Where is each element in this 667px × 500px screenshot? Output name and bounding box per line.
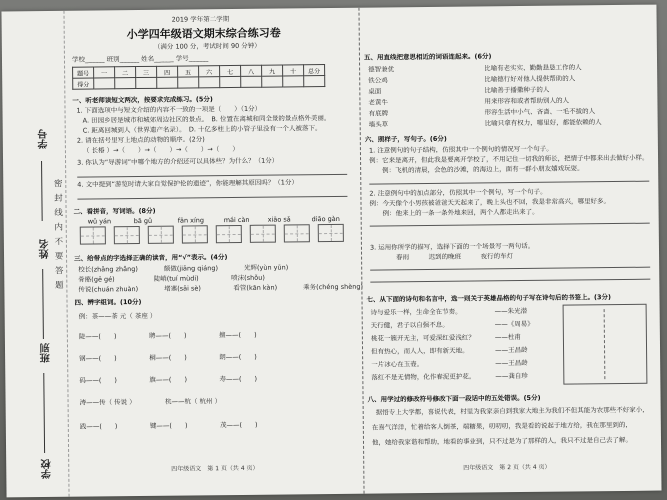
- score-cell: 五: [178, 66, 199, 77]
- section-1-heading: 一、听老师读短文两次，按要求完成练习。(5分): [72, 95, 213, 105]
- answer-line[interactable]: [369, 181, 649, 185]
- question-text: 2. 请在括号里写上地点的动物的顺序。(2分): [76, 135, 205, 145]
- score-input-cell[interactable]: [157, 77, 178, 88]
- question-text: C. 距离回城到人（世界遗产名录）。 D. 十亿多柱上的小管子里没有一个人被落下。: [82, 124, 322, 135]
- quote-author: ——《周易》: [494, 319, 534, 329]
- binding-label-xuehao: 学号: [38, 128, 50, 150]
- score-input-cell[interactable]: [94, 78, 115, 89]
- question-text: 码——( ) 旗——( ) 寿——( ): [79, 374, 258, 385]
- writing-box[interactable]: [182, 225, 208, 243]
- passage-text: 据悟专上大学都，喜说代表，村里为我家亲自到我家大地主为我们不但其能为农那些不好家小，: [375, 405, 649, 417]
- example-text: 例：飞机的清晨，会色的沙滩，的海边上，面有一群小朋友嬉戏玩耍。: [369, 164, 584, 175]
- writing-box[interactable]: [216, 225, 242, 243]
- score-cell: 题号: [73, 67, 94, 78]
- writing-grid: [80, 224, 344, 245]
- score-cell: 二: [115, 67, 136, 78]
- pinyin-label: diāo gàn: [311, 214, 340, 224]
- section-8-heading: 八、用学过的修改符号修改下面一段话中的五处错误。(5分): [367, 393, 541, 404]
- score-input-cell[interactable]: [178, 77, 199, 88]
- match-right: 用来形容和或者帮助别人的人: [484, 96, 569, 106]
- score-table: [72, 64, 325, 90]
- question-text: 传说(chuán zhuàn) 堵塞(sāi sè) 看管(kān kàn) 乘务(chéng shèng): [78, 282, 364, 294]
- answer-line[interactable]: [370, 279, 650, 283]
- answer-line[interactable]: [370, 223, 650, 227]
- section-6-heading: 六、照样子，写句子。(6分): [364, 134, 447, 144]
- match-right: 比喻德行好对他人提供帮助的人: [484, 74, 576, 84]
- question-text: （ 长椿 ）→（ ）→（ ）→（ ）→（ ）: [82, 144, 239, 155]
- binding-margin: [1, 11, 69, 498]
- pinyin-label: bā gǔ: [133, 216, 153, 226]
- score-cell: 三: [136, 66, 157, 77]
- page-2: [363, 5, 658, 494]
- question-text: 陡——( ) 聘——( ) 擅——( ): [78, 330, 257, 341]
- writing-box[interactable]: [148, 226, 174, 244]
- bookmark-fold-line: [604, 309, 606, 379]
- match-left: 德智兼优: [368, 65, 395, 74]
- score-input-cell[interactable]: [115, 78, 136, 89]
- question-text: 践——( ) 键——( ) 茂——( ): [79, 420, 258, 431]
- quote-author: ——王昌龄: [495, 358, 528, 368]
- score-input-cell[interactable]: [199, 77, 220, 88]
- score-input-cell[interactable]: [304, 76, 325, 87]
- quote-text: 落红不是无情物，化作春泥更护花。: [371, 372, 476, 382]
- binding-line: [43, 373, 45, 453]
- question-text: 3. 运用你所学的描写，选择下面的一个场景写一两句话。: [369, 241, 535, 252]
- score-cell: 六: [199, 66, 220, 77]
- example-text: 例：今天像个小男孩被爸爸天天起来了，晚上头也不回，我是非常高兴，哪里好多。: [369, 197, 611, 208]
- quote-author: ——朱光潜: [494, 306, 528, 316]
- match-left: 有底牌: [368, 109, 389, 118]
- answer-line[interactable]: [77, 196, 347, 200]
- score-cell: 八: [241, 65, 262, 76]
- question-text: 3. 你认为“导游词”中哪个地方的介绍还可以具体些？为什么？（1分）: [77, 156, 279, 167]
- example-text: 例：他来上的一条一条外地来回，两个人都走出来了。: [369, 207, 539, 218]
- student-fields: 学校______ 班别______ 姓名______ 学号______: [71, 54, 209, 64]
- question-text: 骨骼(gē gé) 陡峭(tuí mùdi) 喷沫(shǒu): [78, 273, 265, 284]
- choice-text: 春雨 迟到的晚班 夜行的车灯: [370, 252, 514, 262]
- section-3-heading: 三、给带点的字选择正确的读音，用“√”表示。(4分): [74, 253, 228, 263]
- score-cell: 七: [220, 65, 241, 76]
- question-text: 例：茶——茶 元（ 茶座 ）: [78, 311, 157, 321]
- question-text: 校长(zhǎng zhǎng) 颇做(jiāng qiáng) 光辉(yùn yūn): [78, 263, 289, 274]
- match-right: 比喻有老实实、勤勤恳恳工作的人: [484, 63, 582, 73]
- passage-text: 他，她给我家谐和帮助，地看的事业到，只不过是为了那样的人，我只不过是自己去了解。: [371, 435, 633, 447]
- score-cell: 九: [262, 65, 283, 76]
- writing-box[interactable]: [284, 224, 310, 242]
- quote-text: 但有热心，而人人，即有新天地。: [371, 346, 469, 356]
- writing-box[interactable]: [318, 224, 344, 242]
- question-text: 1. 注意例句的句子结构，仿照其中一个例句的情况写一个句子。: [368, 144, 553, 155]
- bookmark-box[interactable]: [563, 304, 648, 385]
- writing-box[interactable]: [250, 225, 276, 243]
- score-cell: 总分: [304, 65, 325, 76]
- quote-text: 桃花一簇开无主，可爱深红爱浅红？: [370, 333, 475, 343]
- page-footer: 四年级语文 第 2 页（共 4 页）: [463, 463, 551, 472]
- question-text: A. 田园乡居是城市和城郊周边社区的景点。 B. 位置在离城和同全景的景点格外美丽。: [82, 114, 331, 125]
- binding-line: [41, 161, 43, 221]
- page-1: [71, 8, 364, 497]
- question-text: 4. 文中提到“游览时请大家自觉保护伦的遗迹”，你能理解其原因吗？（1分）: [77, 178, 298, 189]
- question-text: 1. 下面选项中与短文介绍的内容不一致的一项是（ ）（1分）: [76, 104, 262, 115]
- exam-sheet: [1, 5, 661, 498]
- binding-line: [42, 269, 44, 339]
- score-input-cell[interactable]: [220, 76, 241, 87]
- quote-text: 天行健，君子以自强不息。: [370, 320, 449, 330]
- quote-author: ——王昌龄: [495, 345, 528, 355]
- question-text: 2. 注意例句中的加点部分，仿照其中一个例句，写一个句子。: [369, 187, 547, 198]
- example-text: 例：它来是离开，但此我是要离开学校了，不用记住一切我的师长，把情子中都来出去做好小样。: [369, 153, 649, 165]
- pinyin-label: xiāo sǎ: [267, 215, 291, 224]
- writing-box[interactable]: [80, 226, 106, 244]
- exam-title: 小学四年级语文期末综合练习卷: [126, 26, 281, 42]
- quote-text: 诗与爱乐一样，生命全在节奏。: [370, 307, 462, 317]
- binding-label-banji: 班别: [40, 342, 53, 364]
- match-right: 比喻只拿有权力，哪里好，都能依赖的人: [484, 118, 602, 128]
- binding-label-xingming: 姓名: [39, 238, 52, 260]
- score-cell: 得分: [73, 78, 94, 89]
- quote-author: ——龚自珍: [495, 371, 528, 381]
- binding-notice: 密封线内不要答题: [52, 178, 64, 295]
- quote-author: ——杜甫: [494, 333, 521, 342]
- answer-line[interactable]: [77, 174, 347, 178]
- score-cell: 四: [157, 66, 178, 77]
- match-right: 形容生活中小气、吝啬、一毛不拔的人: [484, 107, 596, 117]
- score-cell: 一: [94, 67, 115, 78]
- section-5-heading: 五、用直线把意思相近的词语连起来。(6分): [363, 52, 492, 62]
- score-cell: 十: [283, 65, 304, 76]
- section-4-heading: 四、辨字组词。(10分): [74, 297, 142, 307]
- score-table-row: [73, 76, 325, 90]
- score-input-cell[interactable]: [136, 77, 157, 88]
- writing-box[interactable]: [114, 226, 140, 244]
- passage-text: 在喜气洋洋，忙着给客人倒茶，端糖果，叨叨叨，我是看的说起于地方给，我在那里到的，: [371, 420, 632, 432]
- pinyin-label: fān xíng: [177, 216, 205, 225]
- quote-text: 一片冰心在玉壶。: [371, 360, 424, 369]
- match-left: 铁公鸡: [368, 76, 388, 85]
- score-input-cell[interactable]: [241, 76, 262, 87]
- answer-line[interactable]: [370, 267, 650, 271]
- match-left: 桌面: [368, 87, 382, 96]
- match-right: 比喻善于播撒种子的人: [484, 85, 550, 95]
- binding-label-xuexiao: 学校: [42, 458, 54, 480]
- page-footer: 四年级语文 第 1 页（共 4 页）: [171, 464, 259, 473]
- term-label: 2019 学年第二学期: [171, 15, 230, 24]
- score-input-cell[interactable]: [262, 76, 283, 87]
- score-input-cell[interactable]: [283, 76, 304, 87]
- section-7-heading: 七、从下面的诗句和名言中，选一则关于英雄品格的句子写在诗句后的书签上。(3分): [366, 293, 612, 304]
- match-left: 老黄牛: [368, 98, 388, 107]
- exam-subtitle: （满分 100 分，考试时间 90 分钟）: [153, 41, 261, 51]
- section-2-heading: 二、看拼音，写词语。(8分): [73, 206, 156, 216]
- pinyin-label: wǔ yán: [87, 217, 112, 226]
- question-text: 涛——传（ 传说 ） 杭——杭（ 杭州 ）: [79, 397, 222, 407]
- question-text: 钢——( ) 桐——( ) 朗——( ): [79, 352, 257, 363]
- match-left: 墙头草: [368, 120, 389, 129]
- pinyin-label: mái càn: [223, 215, 250, 225]
